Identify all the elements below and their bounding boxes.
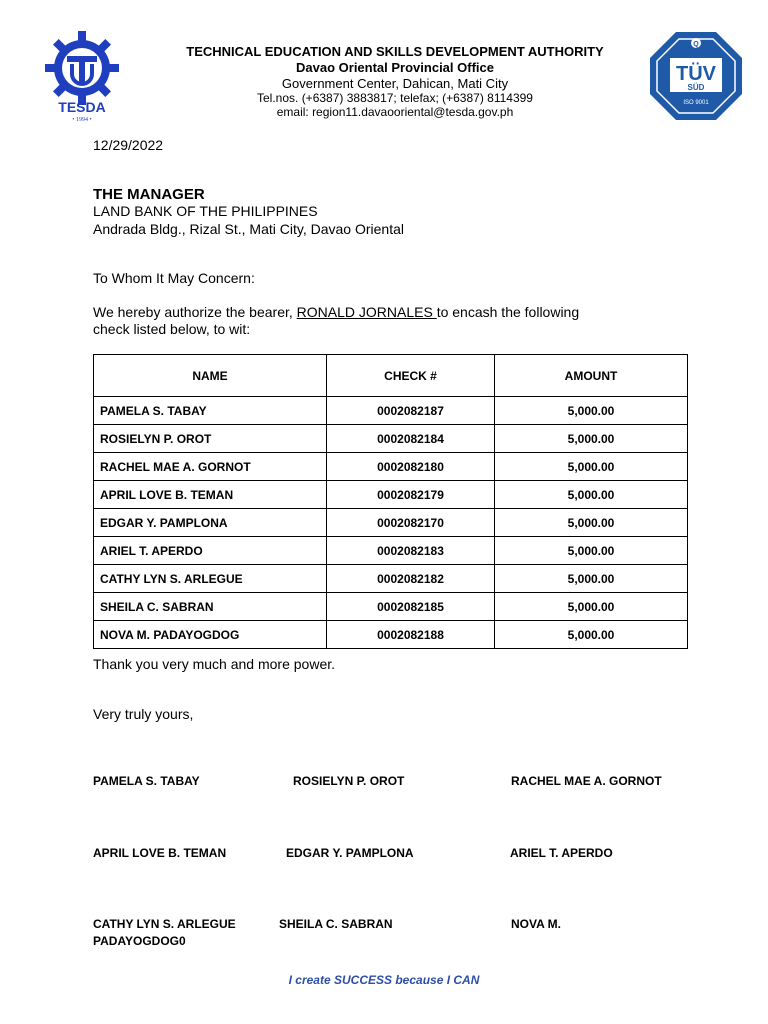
closing-line: Very truly yours, [93, 706, 194, 722]
cell-name: RACHEL MAE A. GORNOT [94, 453, 327, 481]
table-row [94, 537, 688, 565]
cell-name: ARIEL T. APERDO [94, 537, 327, 565]
table-row [94, 453, 688, 481]
cell-name: ROSIELYN P. OROT [94, 425, 327, 453]
cell-amount: 5,000.00 [495, 453, 688, 481]
table-row [94, 593, 688, 621]
cell-check: 0002082188 [327, 621, 495, 649]
cell-amount: 5,000.00 [495, 481, 688, 509]
signatory-name: RACHEL MAE A. GORNOT [511, 774, 662, 788]
cell-check: 0002082185 [327, 593, 495, 621]
logo-year: • 1994 • [72, 117, 92, 122]
cell-check: 0002082184 [327, 425, 495, 453]
signatory-name: EDGAR Y. PAMPLONA [286, 846, 414, 860]
auth-prefix: We hereby authorize the bearer, [93, 304, 297, 320]
cell-check: 0002082187 [327, 397, 495, 425]
authorization-line [93, 304, 579, 320]
bearer-name: RONALD JORNALES [296, 304, 437, 320]
recipient-address: Andrada Bldg., Rizal St., Mati City, Davao Oriental [93, 221, 404, 237]
cell-name: SHEILA C. SABRAN [94, 593, 327, 621]
signatory-name: ROSIELYN P. OROT [293, 774, 405, 788]
authorization-line-2: check listed below, to wit: [93, 321, 251, 337]
cell-check: 0002082182 [327, 565, 495, 593]
office-email: email: region11.davaooriental@tesda.gov.ph [276, 105, 514, 119]
badge-q: Q [693, 41, 699, 48]
signatory-name: ARIEL T. APERDO [510, 846, 613, 860]
column-header-amount: AMOUNT [495, 355, 688, 397]
cell-amount: 5,000.00 [495, 425, 688, 453]
cell-amount: 5,000.00 [495, 397, 688, 425]
org-name: TECHNICAL EDUCATION AND SKILLS DEVELOPMENT AUTHORITY [186, 44, 604, 59]
table-row [94, 621, 688, 649]
auth-suffix: to encash the following [436, 304, 580, 320]
signatory-name: CATHY LYN S. ARLEGUE [93, 917, 236, 931]
signatory-name-continuation: PADAYOGDOG0 [93, 934, 186, 948]
check-table [93, 354, 688, 649]
signatory-name: SHEILA C. SABRAN [279, 917, 393, 931]
cell-name: CATHY LYN S. ARLEGUE [94, 565, 327, 593]
tesda-gear-icon [42, 30, 122, 122]
table-row [94, 565, 688, 593]
cell-amount: 5,000.00 [495, 593, 688, 621]
table-row [94, 397, 688, 425]
table-header-row [94, 355, 688, 397]
office-telnos: Tel.nos. (+6387) 3883817; telefax; (+6387) 8114399 [257, 91, 533, 105]
signatory-name: PAMELA S. TABAY [93, 774, 200, 788]
cell-check: 0002082180 [327, 453, 495, 481]
tuv-sud-badge [648, 30, 744, 122]
cell-amount: 5,000.00 [495, 621, 688, 649]
badge-iso: ISO 9001 [683, 100, 709, 106]
cell-check: 0002082179 [327, 481, 495, 509]
cell-amount: 5,000.00 [495, 509, 688, 537]
office-name: Davao Oriental Provincial Office [296, 60, 494, 75]
footer-motto: I create SUCCESS because I CAN [288, 973, 480, 987]
certification-badge-icon [648, 30, 744, 122]
office-address: Government Center, Dahican, Mati City [281, 76, 509, 91]
signatory-name: NOVA M. [511, 917, 561, 931]
thanks-line: Thank you very much and more power. [93, 656, 336, 672]
table-row [94, 481, 688, 509]
cell-name: EDGAR Y. PAMPLONA [94, 509, 327, 537]
badge-main: TÜV [676, 63, 716, 85]
cell-check: 0002082183 [327, 537, 495, 565]
cell-amount: 5,000.00 [495, 537, 688, 565]
letter-date: 12/29/2022 [93, 137, 164, 153]
column-header-name: NAME [94, 355, 327, 397]
cell-name: NOVA M. PADAYOGDOG [94, 621, 327, 649]
signatory-name: APRIL LOVE B. TEMAN [93, 846, 227, 860]
recipient-title: THE MANAGER [93, 186, 205, 203]
cell-name: APRIL LOVE B. TEMAN [94, 481, 327, 509]
table-row [94, 425, 688, 453]
cell-amount: 5,000.00 [495, 565, 688, 593]
cell-check: 0002082170 [327, 509, 495, 537]
salutation: To Whom It May Concern: [93, 270, 255, 286]
column-header-check: CHECK # [327, 355, 495, 397]
table-row [94, 509, 688, 537]
logo-text: TESDA [58, 99, 106, 115]
tesda-logo [42, 30, 122, 122]
badge-sub: SÜD [687, 83, 705, 92]
cell-name: PAMELA S. TABAY [94, 397, 327, 425]
recipient-org: LAND BANK OF THE PHILIPPINES [93, 203, 318, 219]
